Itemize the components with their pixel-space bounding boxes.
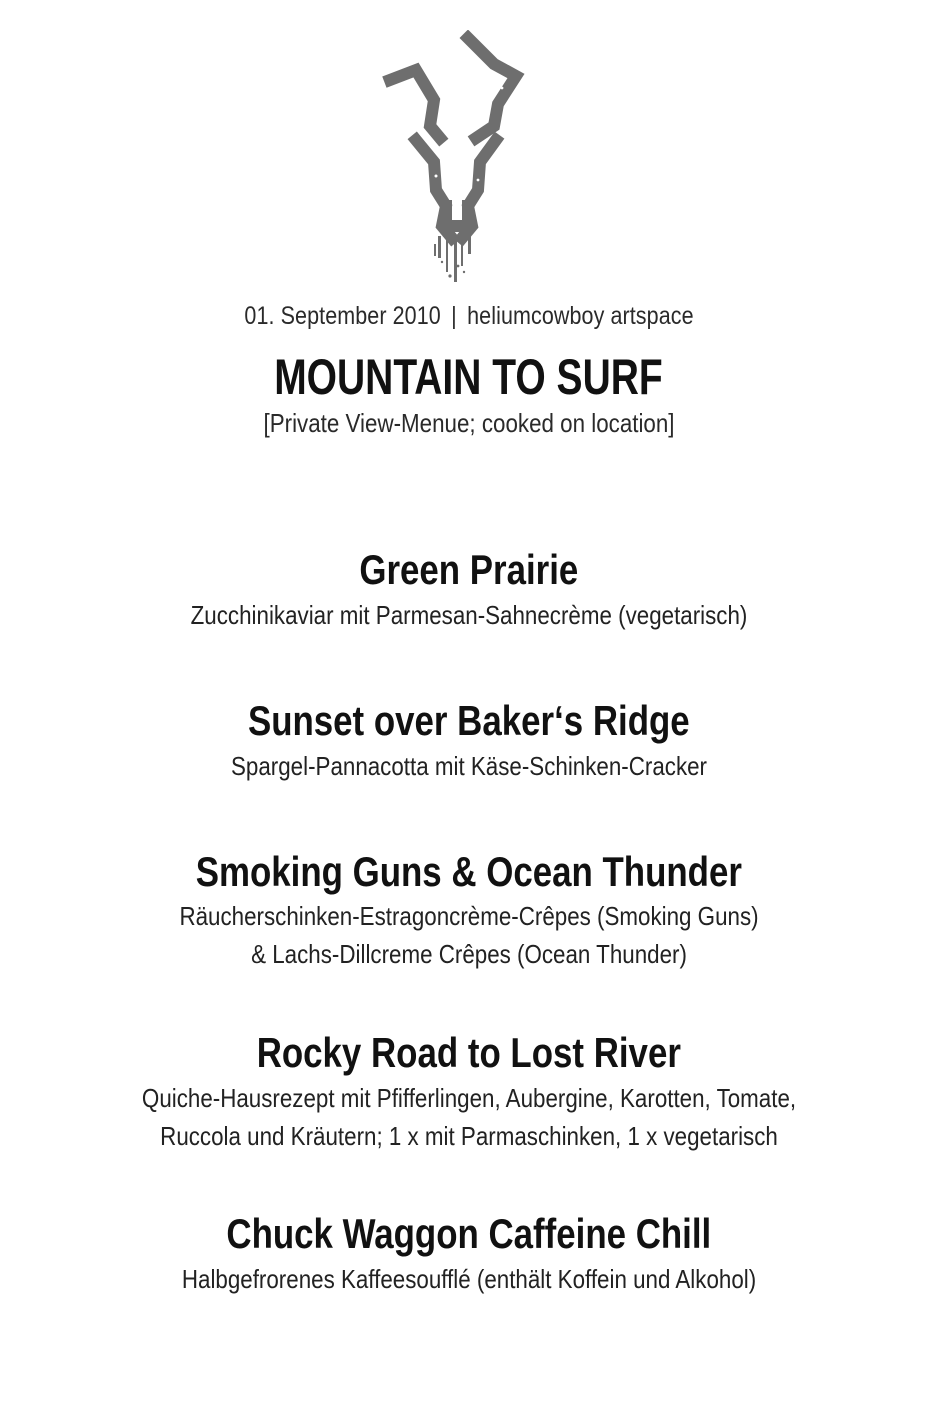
dish-name: Chuck Waggon Caffeine Chill [226, 1210, 712, 1257]
dish-description: Zucchinikaviar mit Parmesan-Sahnecrème (vegetarisch) [190, 600, 748, 630]
menu-subtitle: [Private View-Menue; cooked on location] [263, 408, 675, 438]
header-separator: | [451, 302, 457, 330]
dish-description: Ruccola und Kräutern; 1 x mit Parmaschinken, 1 x vegetarisch [160, 1121, 778, 1151]
dish-name: Green Prairie [359, 546, 579, 593]
event-date: 01. September 2010 [244, 302, 441, 330]
menu-title: MOUNTAIN TO SURF [274, 349, 663, 405]
venue-name: heliumcowboy artspace [467, 302, 694, 330]
dish-description: Quiche-Hausrezept mit Pfifferlingen, Aubergine, Karotten, Tomate, [141, 1083, 797, 1113]
dish-name: Sunset over Baker‘s Ridge [247, 697, 690, 744]
dish-description: Halbgefrorenes Kaffeesoufflé (enthält Koffein und Alkohol) [181, 1264, 757, 1294]
dish-description: & Lachs-Dillcreme Crêpes (Ocean Thunder) [251, 939, 687, 969]
dish-description: Spargel-Pannacotta mit Käse-Schinken-Cracker [231, 751, 708, 781]
dish-name: Smoking Guns & Ocean Thunder [195, 848, 742, 895]
bull-skull-logo-icon [376, 30, 536, 285]
dish-name: Rocky Road to Lost River [256, 1029, 681, 1076]
header-line [65, 302, 873, 331]
dish-description: Räucherschinken-Estragoncrème-Crêpes (Smoking Guns) [179, 901, 759, 931]
